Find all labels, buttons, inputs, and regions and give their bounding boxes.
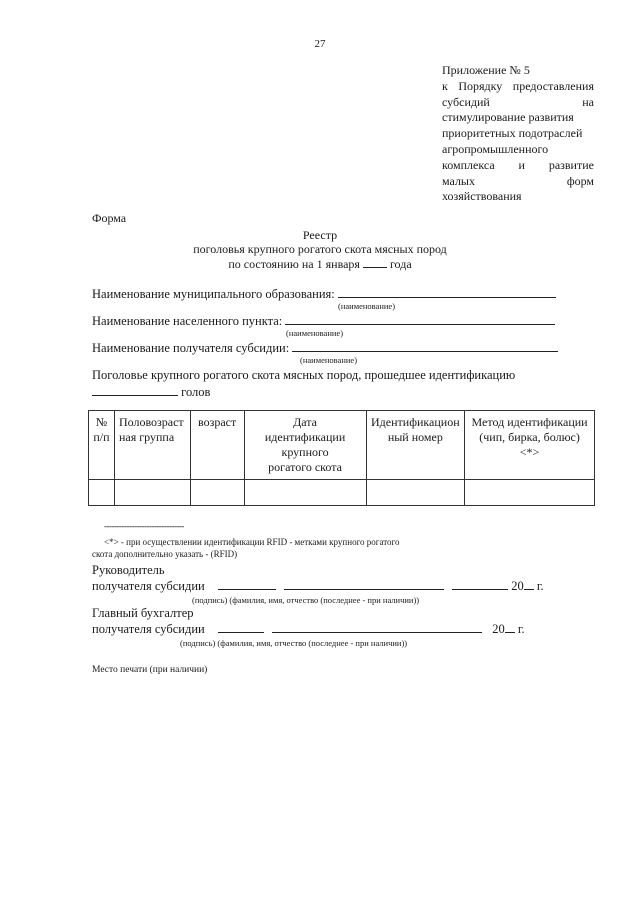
annex-word: на [582,94,594,109]
accountant-year-input[interactable] [505,622,515,633]
head-signature-hint: (подпись) (фамилия, имя, отчество (последнее - при наличии)) [192,595,420,605]
livestock-text: Поголовье крупного рогатого скота мясных пород, прошедшее идентификацию [92,368,516,382]
col-header-text: № п/п [93,415,110,444]
col-header-text: Идентификационный номер [371,415,460,444]
annex-word: и [518,157,525,172]
footnote-line-1: <*> - при осуществлении идентификации RFID - метками крупного рогатого [104,537,400,547]
settlement-input[interactable] [285,313,555,325]
date-line-suffix: года [389,257,412,271]
head-signature-input[interactable] [218,579,276,590]
footnote-line-2: скота дополнительно указать - (RFID) [92,549,238,559]
settlement-label: Наименование населенного пункта: [92,314,283,328]
table-cell[interactable] [190,480,244,506]
head-year-suffix: г. [536,579,544,593]
annex-line: хозяйствования [442,189,522,204]
annex-line [442,158,594,174]
annex-line: приоритетных подотраслей [442,126,583,141]
head-title: Руководитель [92,563,165,577]
col-header-id-method [465,411,595,480]
annex-word: предоставления [512,78,594,93]
annex-block [442,63,594,205]
col-header-age [190,411,244,480]
stamp-place: Место печати (при наличии) [92,665,208,675]
table-cell[interactable] [465,480,595,506]
accountant-title: Главный бухгалтер [92,606,194,620]
annex-line [442,79,594,95]
accountant-signature-line [92,622,525,637]
head-recipient-label: получателя субсидии [92,579,205,593]
col-header-number [89,411,115,480]
col-header-id-date [244,411,366,480]
document-subtitle: поголовья крупного рогатого скота мясных пород [193,242,447,256]
recipient-hint: (наименование) [300,355,358,365]
settlement-hint: (наименование) [286,328,344,338]
recipient-label: Наименование получателя субсидии: [92,341,290,355]
date-line [0,257,640,272]
annex-word: к [442,78,448,93]
livestock-count-field [92,384,210,400]
col-header-text: Половозрастная группа [118,415,184,444]
date-line-prefix: по состоянию на 1 января [228,257,360,271]
col-header-id-number [366,411,465,480]
head-signature-line [92,579,544,594]
table-cell[interactable] [366,480,465,506]
head-year-input[interactable] [524,579,534,590]
table-row [89,480,595,506]
accountant-signature-hint: (подпись) (фамилия, имя, отчество (последнее - при наличии)) [180,638,408,648]
livestock-unit: голов [181,385,211,399]
accountant-name-input[interactable] [272,622,482,633]
annex-line: стимулирование развития [442,110,574,125]
table-cell[interactable] [244,480,366,506]
accountant-recipient-label: получателя субсидии [92,622,205,636]
annex-word: комплекса [442,157,495,172]
annex-word: форм [566,173,594,188]
year-blank[interactable] [363,257,387,268]
table-header-row [89,411,595,480]
annex-word: Порядку [458,78,503,93]
accountant-year-suffix: г. [517,622,525,636]
col-header-text: возраст [198,415,237,429]
recipient-input[interactable] [292,340,558,352]
document-title: Реестр [302,228,338,242]
municipality-input[interactable] [338,286,556,298]
head-year-prefix: 20 [511,579,524,593]
annex-word: субсидий [442,94,490,109]
col-header-sex-age [114,411,190,480]
form-label: Форма [92,211,127,225]
annex-line [442,174,594,190]
annex-word: малых [442,173,475,188]
annex-line [442,95,594,111]
page-number: 27 [314,38,326,50]
head-name-input[interactable] [284,579,444,590]
registry-table [88,410,595,506]
head-date-input[interactable] [452,579,508,590]
col-header-text: Метод идентификации (чип, бирка, болюс) <*> [471,415,588,459]
footnote-separator: -------------------------------- [104,521,184,531]
municipality-hint: (наименование) [338,301,396,311]
livestock-count-input[interactable] [92,384,178,396]
accountant-year-prefix: 20 [492,622,505,636]
recipient-field [92,340,558,356]
annex-word: развитие [548,157,594,172]
table-cell[interactable] [114,480,190,506]
settlement-field [92,313,555,329]
annex-line: Приложение № 5 [442,63,530,77]
municipality-label: Наименование муниципального образования: [92,287,335,301]
accountant-signature-input[interactable] [218,622,264,633]
municipality-field [92,286,556,302]
col-header-text: Дата идентификации крупного рогатого скота [264,415,346,474]
annex-line: агропромышленного [442,141,549,156]
table-cell[interactable] [89,480,115,506]
